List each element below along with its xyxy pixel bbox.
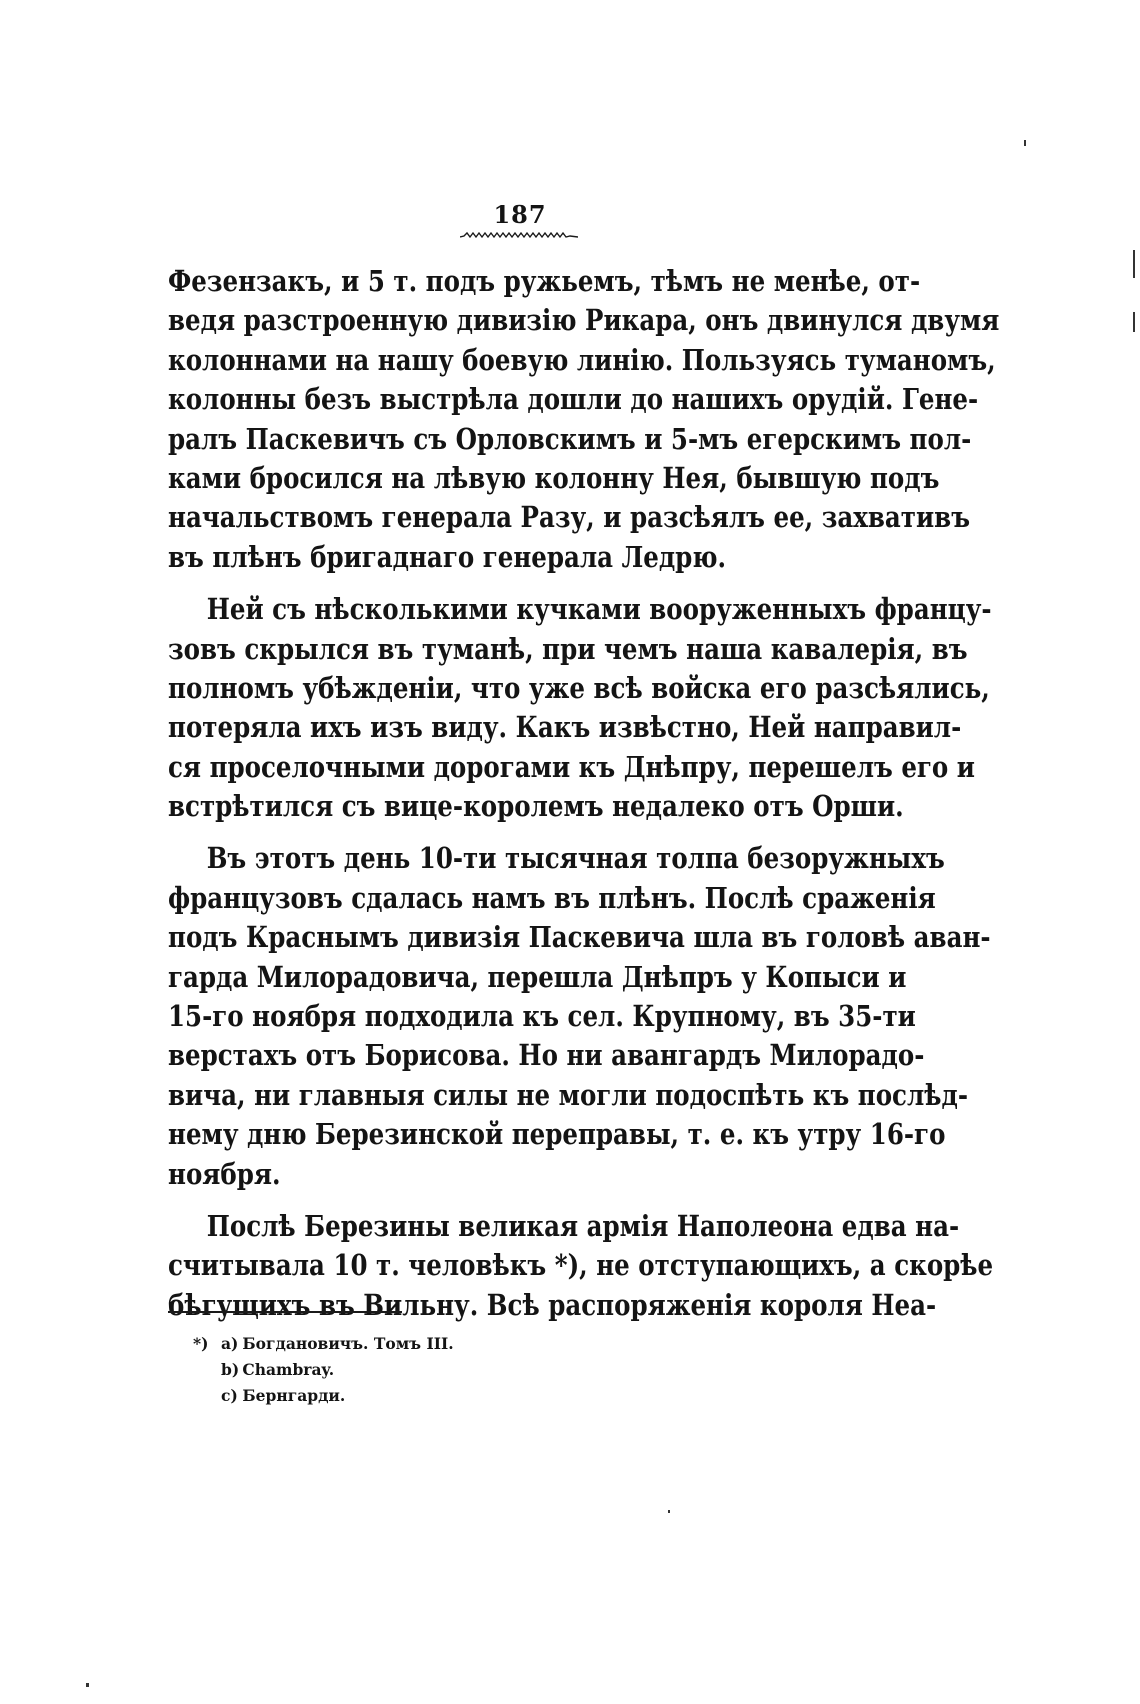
text-line: потеряла ихъ изъ виду. Какъ извѣстно, Ней направил- [168,710,962,745]
text-line: въ плѣнъ бригаднаго генерала Ледрю. [168,539,726,574]
text-line: Ней съ нѣсколькими кучками вооруженныхъ францу- [206,592,992,627]
text-line: верстахъ отъ Борисова. Но ни авангардъ Милорадо- [168,1038,925,1073]
footnote-item [193,1331,454,1357]
paragraph-gap [168,826,876,839]
text-line: встрѣтился съ вице-королемъ недалеко отъ Орши. [168,789,904,824]
text-line: Въ этотъ день 10-ти тысячная толпа безоружныхъ [206,841,945,876]
paragraph [168,262,1000,577]
text-line: французовъ сдалась намъ въ плѣнъ. Послѣ сраженія [168,880,936,915]
text-line: подъ Краснымъ дивизія Паскевича шла въ головѣ аван- [168,920,991,955]
text-line: ралъ Паскевичъ съ Орловскимъ и 5-мъ егерскимъ пол- [168,421,972,456]
footnote-text: Бернгарди. [242,1386,346,1405]
main-text [168,262,1000,1325]
scan-speck [1024,140,1026,146]
text-line: нему дню Березинской переправы, т. е. къ утру 16-го [168,1117,946,1152]
footnote-letter: b) [221,1360,240,1379]
scan-speck [86,1683,89,1687]
footnote-mark: *) [193,1334,209,1353]
paragraph [168,839,991,1194]
wavy-rule-ornament [460,230,578,240]
paragraph [168,590,992,826]
text-line: ноября. [168,1156,281,1191]
text-line: бѣгущихъ въ Вильну. Всѣ распоряженія короля Неа- [168,1287,937,1322]
text-line: полномъ убѣжденіи, что уже всѣ войска его разсѣялись, [168,670,990,705]
footnote-item [193,1383,454,1409]
text-line: ками бросился на лѣвую колонну Нея, бывшую подъ [168,460,940,495]
footnote-item [193,1357,454,1383]
text-line: вича, ни главныя силы не могли подоспѣть къ послѣд- [168,1077,969,1112]
paragraph-gap [168,1194,876,1207]
scan-edge-line [1133,312,1135,332]
text-line: считывала 10 т. человѣкъ *), не отступающихъ, а скорѣе [168,1248,994,1283]
text-line: Послѣ Березины великая армія Наполеона едва на- [206,1208,960,1243]
footnotes [193,1331,454,1409]
footnote-text: Богдановичъ. Томъ III. [242,1334,454,1353]
footnote-letter: c) [221,1386,238,1405]
text-line: колонны безъ выстрѣла дошли до нашихъ орудій. Гене- [168,382,979,417]
text-line: гарда Милорадовича, перешла Днѣпръ у Копыси и [168,959,907,994]
scan-edge-line [1133,250,1135,278]
footnote-text: Chambray. [242,1360,335,1379]
text-line: Фезензакъ, и 5 т. подъ ружьемъ, тѣмъ не менѣе, от- [168,264,921,298]
text-line: зовъ скрылся въ туманѣ, при чемъ наша кавалерія, въ [168,631,968,666]
footnote-rule [168,1311,402,1313]
text-line: ся проселочными дорогами къ Днѣпру, перешелъ его и [168,749,975,784]
text-line: начальствомъ генерала Разу, и разсѣялъ ее, захвативъ [168,500,971,535]
text-line: колоннами на нашу боевую линію. Пользуясь туманомъ, [168,342,996,377]
text-line: ведя разстроенную дивизію Рикара, онъ двинулся двумя [168,303,1000,338]
paragraph-gap [168,577,876,590]
text-line: 15-го ноября подходила къ сел. Крупному, въ 35-ти [168,999,916,1034]
footnote-letter: a) [221,1334,239,1353]
page-number: 187 [493,200,547,229]
scan-speck [668,1510,670,1513]
paragraph [168,1207,994,1325]
